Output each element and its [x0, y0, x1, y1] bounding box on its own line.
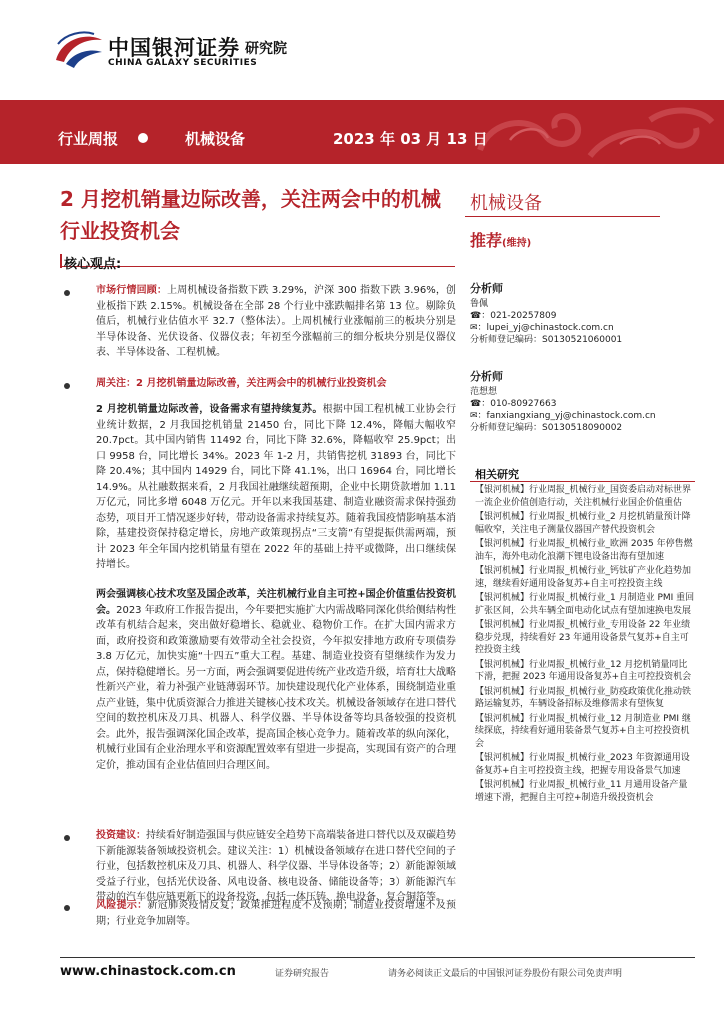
footer-label: 证券研究报告 [275, 969, 330, 979]
footer-divider [60, 957, 695, 958]
rating-main: 推荐 [470, 231, 503, 250]
analyst-email-value: lupei_yj@chinastock.com.cn [486, 323, 614, 333]
report-title: 2 月挖机销量边际改善，关注两会中的机械行业投资机会 [60, 187, 441, 243]
related-research-title: 相关研究 [475, 468, 519, 481]
analyst-phone [470, 310, 700, 322]
brand-subtitle: 研究院 [245, 41, 287, 57]
analyst-name: 鲁佩 [470, 299, 489, 309]
market-review-text: 上周机械设备指数下跌 3.29%，沪深 300 指数下跌 3.96%，创业板指下跌 2.15%。机械设备在全部 28 个行业中涨跌幅排名第 13 位。剔除负值后，机械行业估值水平 32.7（整体法）。上周机械行业涨幅前三的板块分别是半导体设备、光伏设备、仪器仪表；年初至今涨幅前三的细分板块分别是仪器仪表、半导体设备、工程机械。 [96, 285, 457, 358]
related-item[interactable]: 【银河机械】行业周报_机械行业_专用设备 22 年业绩稳步兑现，持续看好 23 年通用设备景气复苏+自主可控投资主线 [475, 620, 691, 655]
investment-advice-lead: 投资建议： [96, 830, 146, 841]
excavator-text: 根据中国工程机械工业协会行业统计数据，2 月我国挖机销量 21450 台，同比下降 12.4%，降幅大幅收窄 20.7pct。其中国内销售 11492 台，同比下降 32.6%，降幅收窄 25.9pct；出口 9958 台，同比增长 34%。2023 年 1-2 月，共销售挖机 31893 台，同比下降 20.4%；其中国内 14929 台，同比下降 41.1%，出口 16964 台，同比增长 14.9%。从社融数据来看，2 月我国社融继续超预期，企业中长期贷款增加 1.11 万亿元，同比多增 6048 万亿元。开年以来我国基建、制造业融资需求保持强劲态势，项目开工情况逐步好转，带动设备需求持续复苏。随着我国疫情影响基本消除，基建投资保持稳定增长，房地产政策现拐点“三支箭”有望提振供需两端，预计 2023 年全年国内挖机销量有望在 2022 年的基础上持平或微降，出口继续保持增长。 [96, 404, 456, 570]
rating-sub: (维持) [502, 238, 532, 249]
bullet-icon [64, 290, 70, 296]
key-points-marker [60, 254, 62, 268]
analyst-label: 分析师 [470, 282, 503, 295]
related-item[interactable]: 【银河机械】行业周报_机械行业_钙钛矿产业化趋势加速，继续看好通用设备复苏+自主可控投资主线 [475, 566, 692, 589]
related-item[interactable]: 【银河机械】行业周报_机械行业_欧洲 2035 年停售燃油车，海外电动化浪潮下锂电设备出海有望加速 [475, 539, 693, 562]
band-sector: 机械设备 [185, 130, 246, 148]
risk-paragraph [96, 898, 456, 929]
related-list [475, 484, 695, 806]
related-item[interactable]: 【银河机械】行业周报_机械行业_1 月制造业 PMI 重回扩张区间，公共车辆全面电动化试点有望加速换电发展 [475, 593, 695, 616]
market-review-lead: 市场行情回顾： [96, 285, 168, 296]
report-type: 行业周报 [58, 130, 119, 148]
analyst-reg: 分析师登记编码：S0130521060001 [470, 335, 623, 345]
sector-divider [465, 216, 660, 217]
analyst-reg: 分析师登记编码：S0130518090002 [470, 423, 623, 433]
related-divider [470, 481, 695, 482]
brand-name-cn: 中国银河证券 [108, 36, 240, 60]
analyst-email[interactable] [470, 410, 700, 422]
footer-url-link[interactable]: www.chinastock.com.cn [60, 964, 236, 979]
report-type-dot [138, 133, 148, 143]
weekly-focus-lead: 周关注：2 月挖机销量边际改善，关注两会中的机械行业投资机会 [96, 378, 387, 389]
related-item[interactable]: 【银河机械】行业周报_机械行业_12 月制造业 PMI 继续探底，持续看好通用装备景气复苏+自主可控投资机会 [475, 713, 691, 749]
report-date: 2023 年 03 月 13 日 [333, 130, 488, 148]
footer-disclaimer: 请务必阅读正文最后的中国银河证券股份有限公司免责声明 [388, 969, 623, 979]
two-sessions-text: 2023 年政府工作报告提出，今年要把实施扩大内需战略同深化供给侧结构性改革有机结合起来，突出做好稳增长、稳就业、稳物价工作。在扩大国内需求方面，政府投资和政策激励要有效带动全社会投资，今年拟安排地方政府专项债券 3.8 万亿元，加快实施“十四五”重大工程。基建、制造业投资有望继续作为发力点，保持稳健增长。另一方面，两会强调要促进传统产业改造升级，培育壮大战略性新兴产业，着力补强产业链薄弱环节。加快建设现代化产业体系，围绕制造业重点产业链，集中优质资源合力推进关键核心技术攻关。机械设备领域存在进口替代空间的数控机床及刀具、机器人、科学仪器、半导体设备等均具备较强的投资机会。此外，报告强调深化国企改革，提高国企核心竞争力。随着改革的纵向深化，机械行业国有企业治理水平和资源配置效率有望进一步提高，实现国有资产的合理定价，推动国有企业估值回归合理区间。 [96, 604, 456, 771]
weekly-focus-paragraph [96, 376, 456, 392]
analyst-phone [470, 398, 700, 410]
related-item[interactable]: 【银河机械】行业周报_机械行业_2023 年资源通用设备复苏+自主可控投资主线，把握专用设备景气加速 [475, 753, 690, 776]
analyst-block-1 [470, 280, 700, 346]
galaxy-logo-icon [52, 30, 106, 70]
analyst-email-value: fanxiangxiang_yj@chinastock.com.cn [486, 411, 656, 421]
analyst-phone-value: 010-80927663 [490, 399, 557, 409]
risk-text: 新冠肺炎疫情反复；政策推进程度不及预期；制造业投资增速不及预期；行业竞争加剧等。 [96, 900, 457, 927]
two-sessions-paragraph [96, 587, 456, 773]
investment-advice-text: 持续看好制造强国与供应链安全趋势下高端装备进口替代以及双碳趋势下新能源装备领域投资机会。建议关注：1）机械设备领域存在进口替代空间的子行业，包括数控机床及刀具、机器人、科学仪器、半导体设备等；2）新能源领域受益子行业，包括光伏设备、风电设备、核电设备、储能设备等；3）新能源汽车带动的汽车供应链更新下的设备投资，包括一体压铸、换电设备、复合铜箔等。 [96, 830, 456, 903]
cloud-pattern-icon [450, 100, 724, 164]
related-item[interactable]: 【银河机械】行业周报_机械行业_2 月挖机销量预计降幅收窄，关注电子测量仪器国产替代投资机会 [475, 512, 691, 535]
sector-name: 机械设备 [470, 193, 542, 214]
related-item[interactable]: 【银河机械】行业周报_机械行业_防疫政策优化推动铁路运输复苏，车辆设备招标及维修需求有望恢复 [475, 686, 692, 709]
market-review-paragraph [96, 283, 456, 361]
related-item[interactable]: 【银河机械】行业周报_机械行业_国资委启动对标世界一流企业价值创造行动，关注机械行业国企价值重估 [475, 485, 692, 508]
analyst-name: 范想想 [470, 387, 498, 397]
phone-icon: ☎： [470, 311, 491, 321]
related-item[interactable]: 【银河机械】行业周报_机械行业_12 月挖机销量同比下滑，把握 2023 年通用设备复苏+自主可控投资机会 [475, 659, 692, 682]
key-points-title: 核心观点: [64, 257, 122, 272]
excavator-paragraph [96, 402, 456, 573]
rating [470, 228, 531, 251]
email-icon: ✉： [470, 411, 487, 421]
risk-lead: 风险提示： [96, 900, 148, 911]
bullet-icon [64, 905, 70, 911]
brand-name-en: CHINA GALAXY SECURITIES [108, 58, 258, 68]
related-item[interactable]: 【银河机械】行业周报_机械行业_11 月通用设备产量增速下滑，把握自主可控+制造升级投资机会 [475, 780, 688, 803]
bullet-icon [64, 383, 70, 389]
analyst-label: 分析师 [470, 370, 503, 383]
two-sessions-lead: 两会强调核心技术攻坚及国企改革，关注机械行业自主可控+国企价值重估投资机会。 [96, 589, 456, 616]
investment-advice-paragraph [96, 828, 456, 906]
phone-icon: ☎： [470, 399, 491, 409]
excavator-lead: 2 月挖机销量边际改善，设备需求有望持续复苏。 [96, 404, 323, 415]
email-icon: ✉： [470, 323, 487, 333]
bullet-icon [64, 835, 70, 841]
analyst-phone-value: 021-20257809 [490, 311, 557, 321]
analyst-email[interactable] [470, 322, 700, 334]
analyst-block-2 [470, 368, 700, 434]
